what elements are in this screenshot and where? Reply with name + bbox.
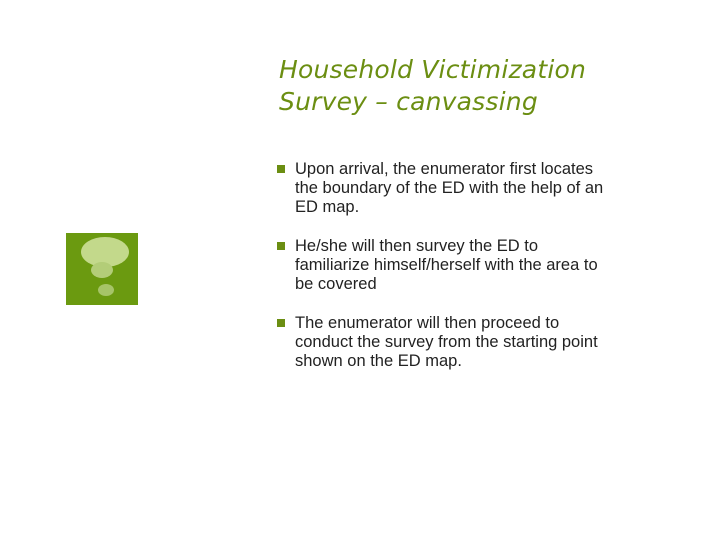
bullet-1-line-3: ED map. <box>295 198 360 216</box>
bullet-item-1 <box>277 160 697 217</box>
bubble-small <box>98 284 114 296</box>
bullet-list <box>277 160 697 391</box>
bullet-2-line-2: familiarize himself/herself with the area to <box>295 256 598 274</box>
slide-title-line-2: Survey – canvassing <box>279 87 538 116</box>
square-bullet-icon <box>277 165 285 173</box>
bullet-text-1 <box>295 160 697 217</box>
bullet-1-line-2: the boundary of the ED with the help of an <box>295 179 604 197</box>
square-bullet-icon <box>277 319 285 327</box>
bubble-medium <box>91 262 113 278</box>
bullet-3-line-2: conduct the survey from the starting point <box>295 333 598 351</box>
bullet-item-3 <box>277 314 697 371</box>
bullet-3-line-1: The enumerator will then proceed to <box>295 314 560 332</box>
slide-title-line-1: Household Victimization <box>279 55 587 84</box>
bullet-item-2 <box>277 237 697 294</box>
bullet-3-line-3: shown on the ED map. <box>295 352 462 370</box>
thought-bubble-graphic <box>66 233 138 305</box>
bullet-1-line-1: Upon arrival, the enumerator first locates <box>295 160 594 178</box>
thought-bubble-icon <box>66 233 138 305</box>
bullet-text-2 <box>295 237 697 294</box>
bullet-2-line-3: be covered <box>295 275 377 293</box>
square-bullet-icon <box>277 242 285 250</box>
bullet-2-line-1: He/she will then survey the ED to <box>295 237 539 255</box>
bullet-text-3 <box>295 314 697 371</box>
slide-title <box>279 54 699 118</box>
